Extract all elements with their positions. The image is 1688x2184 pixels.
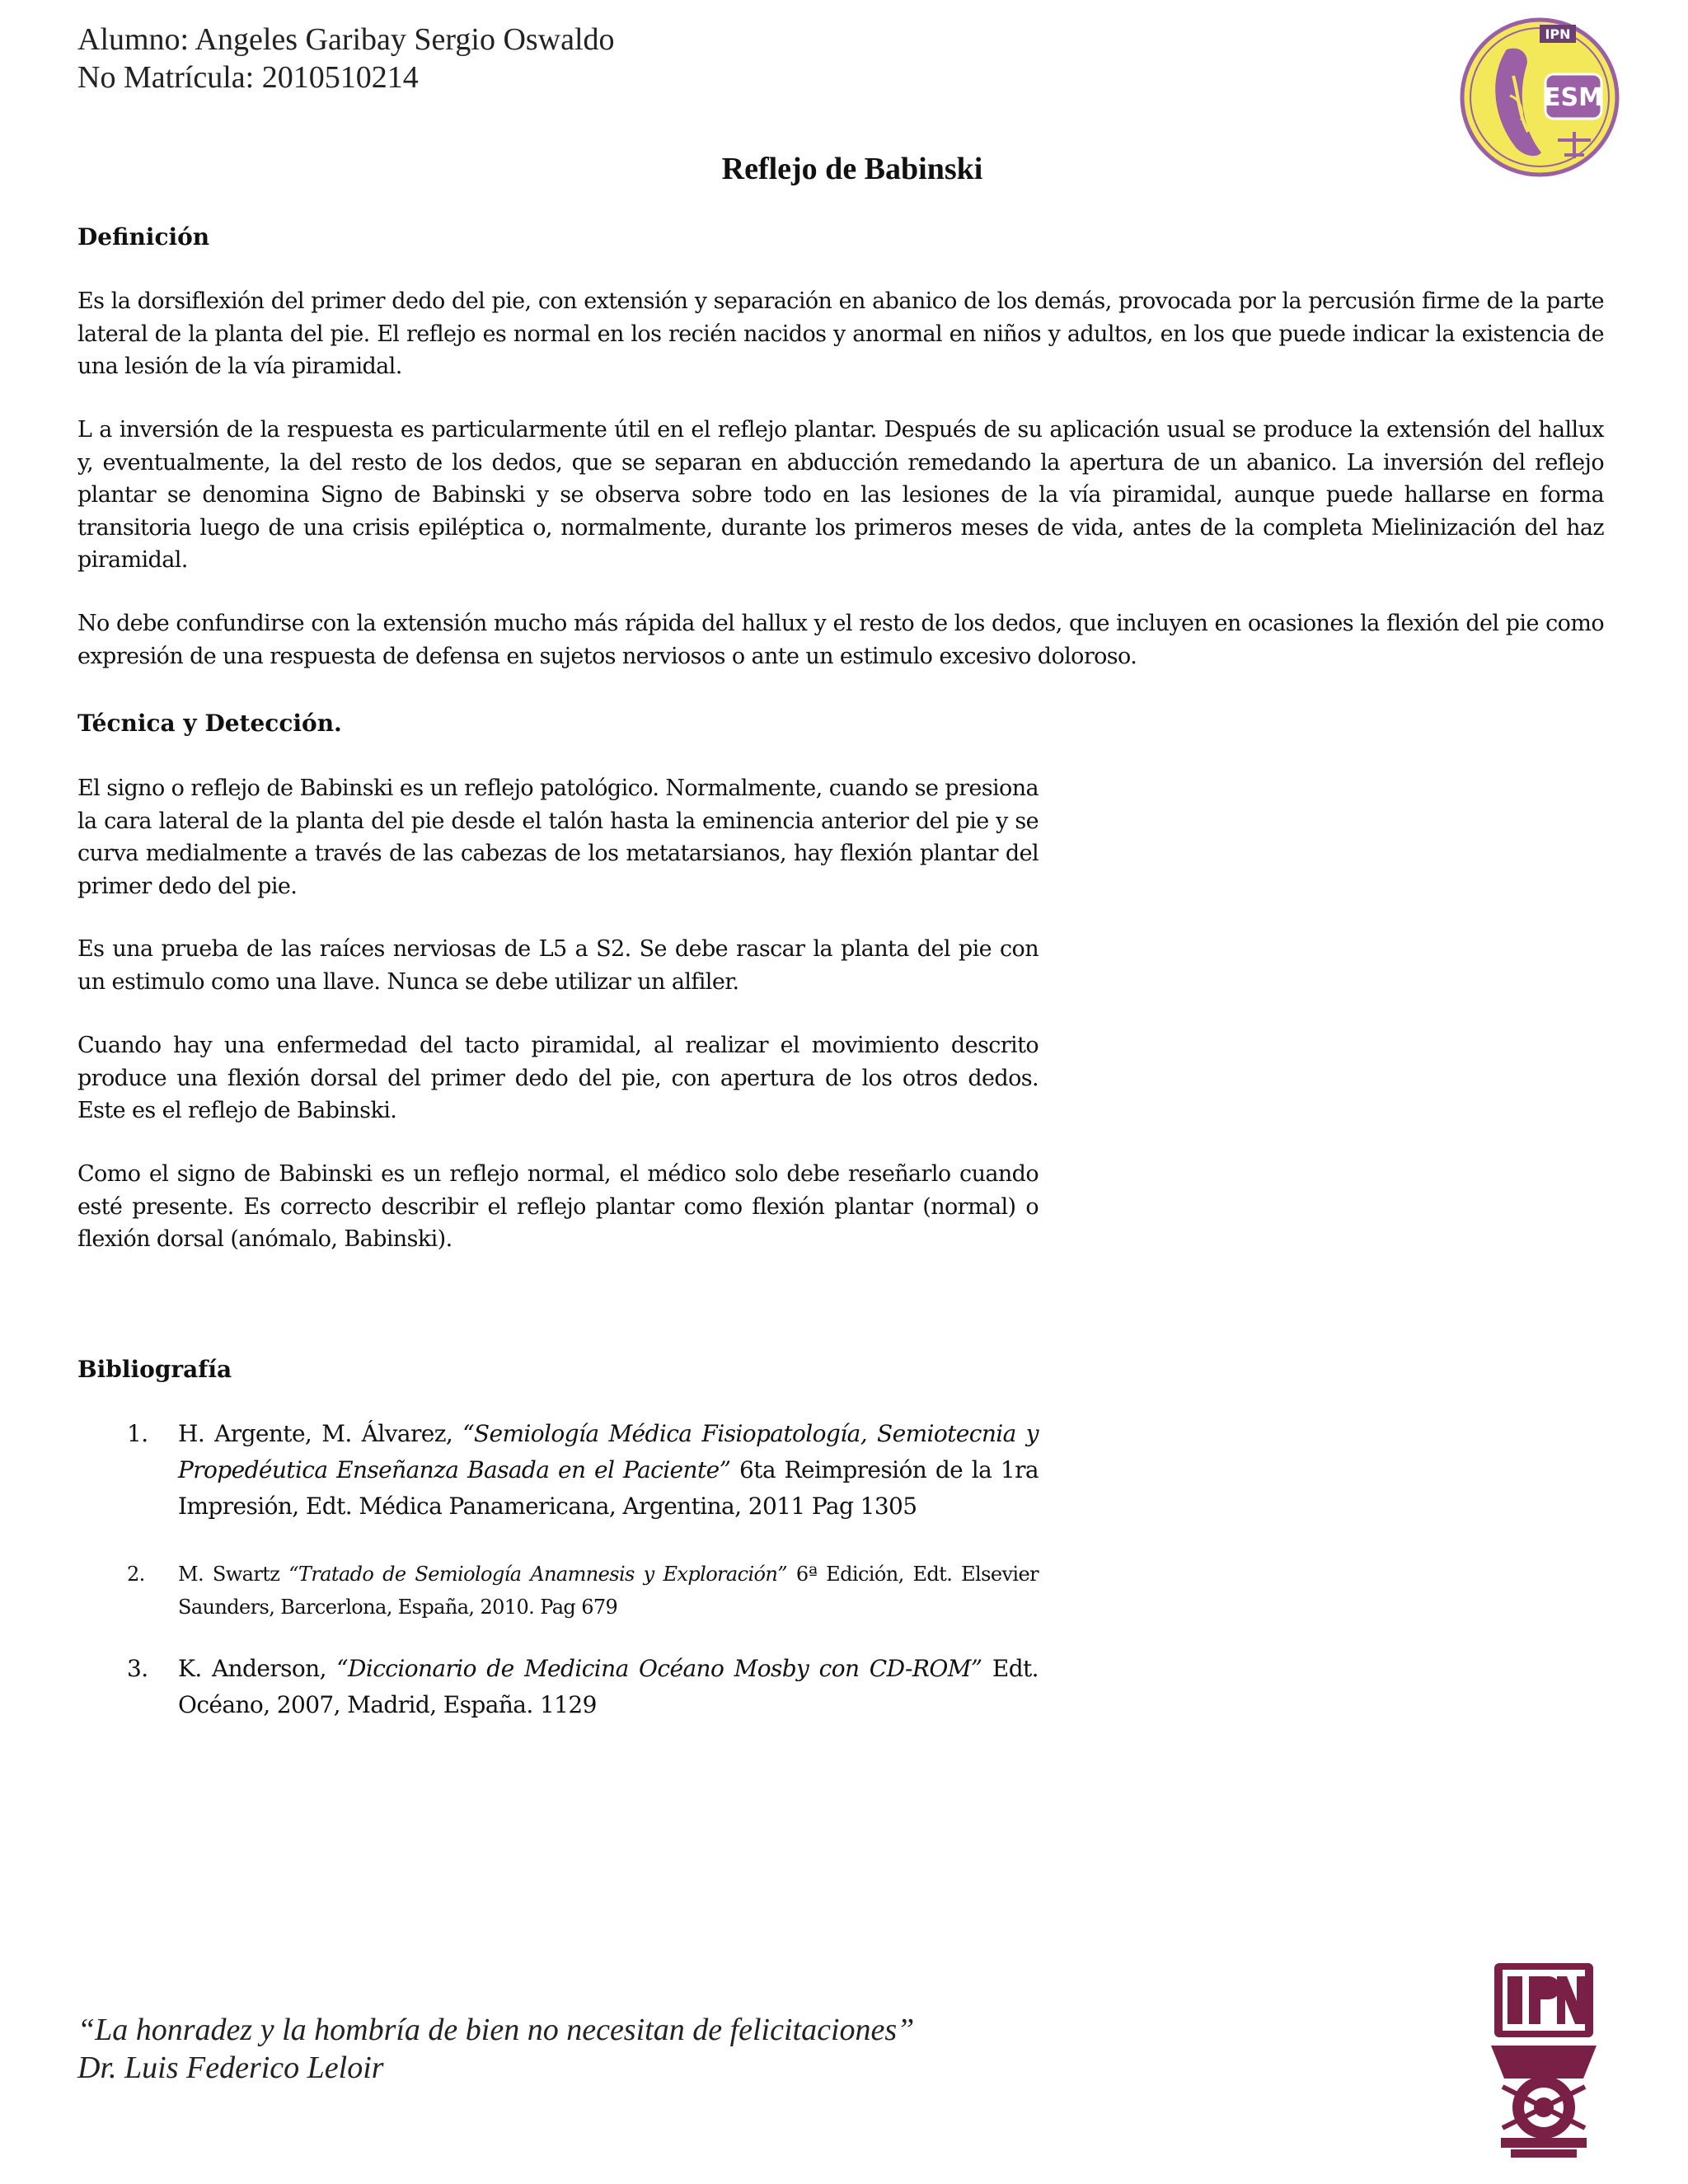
paragraph: Como el signo de Babinski es un reflejo normal, el médico solo debe reseñarlo cuando esté presente. Es correcto describir el reflejo plantar como flexión plantar (normal) o flexión dorsal (anómalo, Babinski). — [77, 1161, 1039, 1252]
paragraph: No debe confundirse con la extensión mucho más rápida del hallux y el resto de los dedos, que incluyen en ocasiones la flexión del pie como expresión de una respuesta de defensa en sujetos nerviosos o ante un estimulo excesivo doloroso. — [77, 611, 1604, 669]
reference-details: Edt. Océano, 2007, Madrid, España. 1129 — [178, 1655, 1039, 1718]
paragraph: Es una prueba de las raíces nerviosas de L5 a S2. Se debe rascar la planta del pie con un estimulo como una llave. Nunca se debe utilizar un alfiler. — [77, 936, 1039, 995]
reference-number: 3. — [127, 1655, 148, 1682]
reference-details: 6ª Edición, Edt. Elsevier Saunders, Barcerlona, España, 2010. Pag 679 — [178, 1563, 1039, 1619]
reference-title: “Semiología Médica Fisiopatología, Semiotecnia y Propedéutica Enseñanza Basada en el Paciente” — [178, 1420, 1039, 1483]
svg-text:ESM: ESM — [1544, 83, 1603, 112]
reference-authors: M. Swartz — [178, 1563, 289, 1586]
footer-quote: “La honradez y la hombría de bien no necesitan de felicitaciones” — [77, 2013, 915, 2047]
footer-quote-author: Dr. Luis Federico Leloir — [77, 2050, 384, 2085]
reference-number: 2. — [127, 1563, 145, 1586]
reference-text — [178, 1416, 1039, 1525]
reference-authors: H. Argente, M. Álvarez, — [178, 1420, 463, 1447]
section-heading-tecnica: Técnica y Detección. — [77, 710, 342, 737]
paragraph: L a inversión de la respuesta es particularmente útil en el reflejo plantar. Después de su aplicación usual se produce la extensión del hallux y, eventualmente, la del resto de los dedos, que se separan en abducción remedando la apertura de un abanico. La inversión del reflejo plantar se denomina Signo de Babinski y se observa sobre todo en las lesiones de la vía piramidal, aunque puede hallarse en forma transitoria luego de una crisis epiléptica o, normalmente, durante los primeros meses de vida, antes de la completa Mielinización del haz piramidal. — [77, 417, 1604, 573]
reference-text — [178, 1558, 1039, 1624]
reference-text — [178, 1651, 1039, 1723]
ipn-logo — [1478, 1955, 1610, 2161]
paragraph: Es la dorsiflexión del primer dedo del pie, con extensión y separación en abanico de los demás, provocada por la percusión firme de la parte lateral de la planta del pie. El reflejo es normal en los recién nacidos y anormal en niños y adultos, en los que puede indicar la existencia de una lesión de la vía piramidal. — [77, 288, 1604, 379]
reference-details: 6ta Reimpresión de la 1ra Impresión, Edt. Médica Panamericana, Argentina, 2011 Pag 1305 — [178, 1456, 1039, 1520]
reference-number: 1. — [127, 1420, 148, 1447]
student-id: No Matrícula: 2010510214 — [77, 60, 419, 95]
paragraph: Cuando hay una enfermedad del tacto piramidal, al realizar el movimiento descrito produce una flexión dorsal del primer dedo del pie, con apertura de los otros dedos. Este es el reflejo de Babinski. — [77, 1033, 1039, 1123]
section-heading-bibliografia: Bibliografía — [77, 1356, 232, 1383]
section-heading-definicion: Definición — [77, 223, 210, 251]
reference-authors: K. Anderson, — [178, 1655, 337, 1682]
reference-title: “Diccionario de Medicina Océano Mosby con CD-ROM” — [336, 1655, 982, 1682]
svg-text:IPN: IPN — [1545, 26, 1571, 42]
paragraph: El signo o reflejo de Babinski es un reflejo patológico. Normalmente, cuando se presiona la cara lateral de la planta del pie desde el talón hasta la eminencia anterior del pie y se curva medialmente a través de las cabezas de los metatarsianos, hay flexión plantar del primer dedo del pie. — [77, 776, 1039, 899]
student-name: Alumno: Angeles Garibay Sergio Oswaldo — [77, 22, 615, 57]
reference-title: “Tratado de Semiología Anamnesis y Exploración” — [288, 1563, 787, 1586]
document-title: Reflejo de Babinski — [721, 152, 983, 186]
